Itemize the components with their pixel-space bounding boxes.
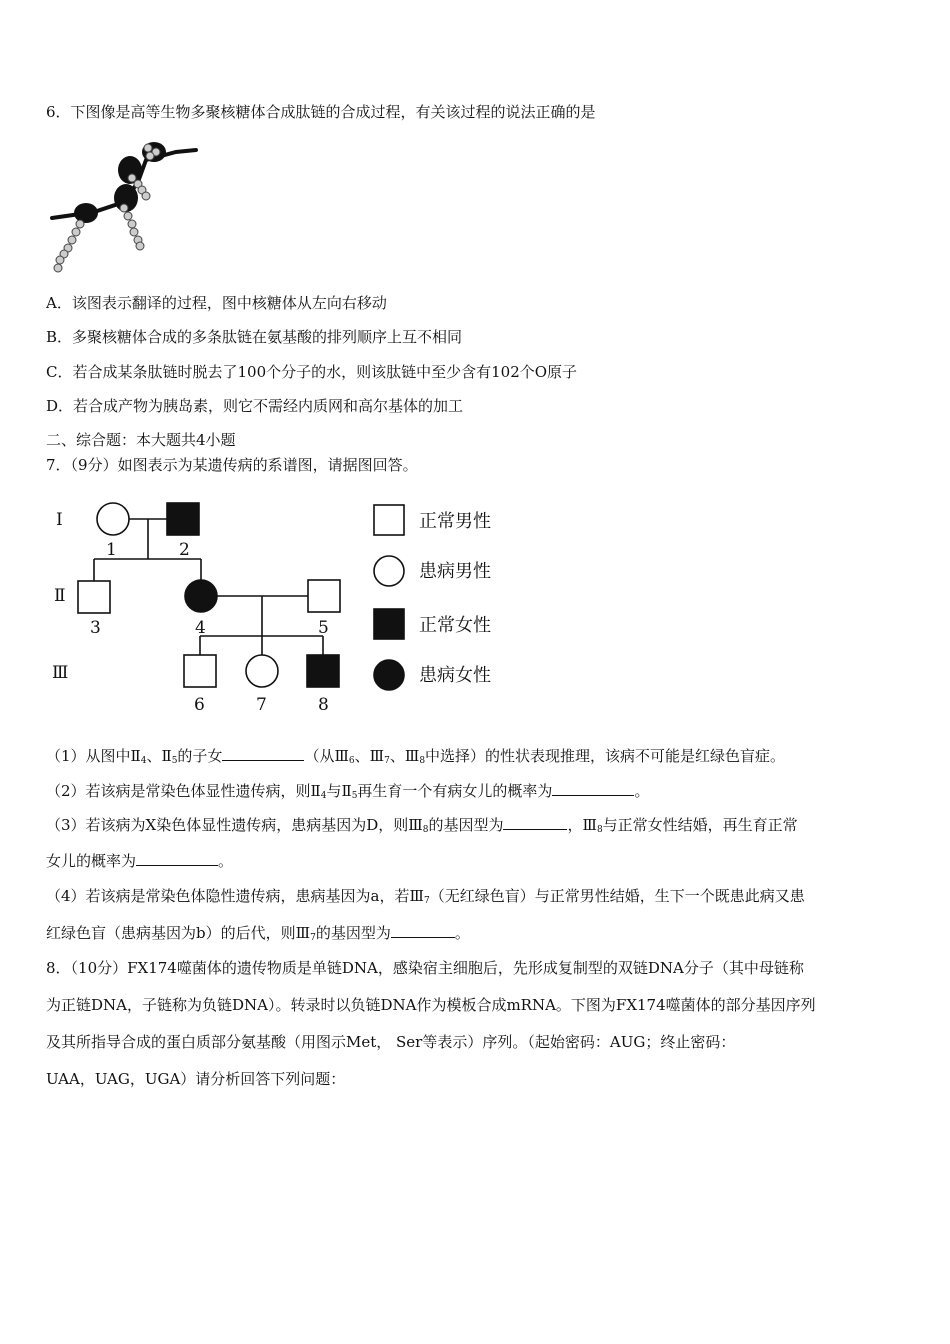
pedigree-chart: [46, 495, 526, 720]
q6-stem: 6．下图像是高等生物多聚核糖体合成肽链的合成过程，有关该过程的说法正确的是: [46, 103, 596, 121]
answer-blank[interactable]: [503, 815, 567, 830]
individual-number: 4: [195, 618, 206, 638]
q8-line: 及其所指导合成的蛋白质部分氨基酸（用图示Met， Ser等表示）序列。（起始密码：AUG；终止密码：: [46, 1033, 736, 1051]
legend-affected-male-icon: [374, 556, 404, 586]
q6-option-b: B．多聚核糖体合成的多条肽链在氨基酸的排列顺序上互不相同: [46, 328, 463, 346]
individual-7: [246, 655, 278, 687]
legend-affected-female-icon: [374, 660, 404, 690]
individual-number: 8: [318, 695, 329, 715]
individual-2: [167, 503, 199, 535]
legend-normal-female-icon: [374, 609, 404, 639]
generation-label: Ⅱ: [54, 586, 66, 606]
individual-3: [78, 581, 110, 613]
q6-option-c: C．若合成某条肽链时脱去了100个分子的水，则该肽链中至少含有102个O原子: [46, 363, 578, 381]
individual-8: [307, 655, 339, 687]
q7-part-1: （1）从图中$Ⅱ_4$、$Ⅱ_5$的子女 （从$Ⅲ_6$、$Ⅲ_7$、$Ⅲ_8$中选择）的性状表现推理，该病不可能是红绿色盲症。: [46, 747, 786, 766]
individual-6: [184, 655, 216, 687]
individual-number: 1: [106, 540, 117, 560]
legend-label: 患病男性: [419, 561, 491, 582]
individual-5: [308, 580, 340, 612]
answer-blank[interactable]: [222, 746, 304, 761]
legend-label: 正常女性: [419, 615, 491, 636]
section-title: 二、综合题：本大题共4小题: [46, 431, 236, 449]
q7-part-4-cont: 红绿色盲（患病基因为b）的后代，则$Ⅲ_7$的基因型为 。: [46, 924, 470, 943]
individual-number: 6: [194, 695, 205, 715]
q7-part-3-cont: 女儿的概率为 。: [46, 852, 234, 870]
answer-blank[interactable]: [552, 781, 634, 796]
q7-part-4: （4）若该病是常染色体隐性遗传病，患病基因为a，若$Ⅲ_7$（无红绿色盲）与正常男性结婚，生下一个既患此病又患: [46, 887, 805, 906]
q6-option-d: D．若合成产物为胰岛素，则它不需经内质网和高尔基体的加工: [46, 397, 464, 415]
generation-label: Ⅲ: [52, 663, 69, 683]
legend-label: 正常男性: [419, 511, 491, 532]
answer-blank[interactable]: [391, 923, 455, 938]
q8-line: 为正链DNA，子链称为负链DNA）。转录时以负链DNA作为模板合成mRNA。下图为FX174噬菌体的部分基因序列: [46, 996, 816, 1014]
individual-number: 3: [90, 618, 101, 638]
q7-stem: 7．（9分）如图表示为某遗传病的系谱图，请据图回答。: [46, 456, 418, 474]
generation-label: Ⅰ: [56, 510, 63, 530]
polyribosome-figure: [46, 138, 201, 280]
q7-part-2: （2）若该病是常染色体显性遗传病，则$Ⅱ_4$与$Ⅱ_5$再生育一个有病女儿的概率为 。: [46, 782, 650, 801]
individual-number: 7: [256, 695, 267, 715]
q6-option-a: A．该图表示翻译的过程，图中核糖体从左向右移动: [46, 294, 387, 312]
q7-part-3: （3）若该病为X染色体显性遗传病，患病基因为D，则$Ⅲ_8$的基因型为 ，$Ⅲ_8$与正常女性结婚，再生育正常: [46, 816, 798, 835]
legend-label: 患病女性: [419, 665, 491, 686]
individual-number: 2: [179, 540, 190, 560]
answer-blank[interactable]: [136, 851, 218, 866]
individual-number: 5: [318, 618, 329, 638]
individual-1: [97, 503, 129, 535]
q8-line: UAA，UAG，UGA）请分析回答下列问题：: [46, 1070, 346, 1088]
legend-normal-male-icon: [374, 505, 404, 535]
individual-4: [185, 580, 217, 612]
q8-line: 8．（10分）FX174噬菌体的遗传物质是单链DNA，感染宿主细胞后，先形成复制型的双链DNA分子（其中母链称: [46, 959, 804, 977]
